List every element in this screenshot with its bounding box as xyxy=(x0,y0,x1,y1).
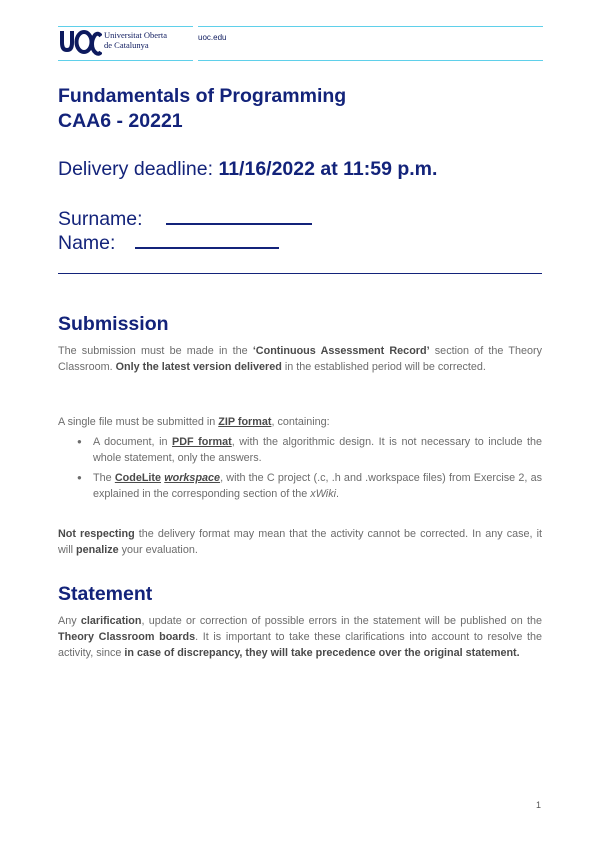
statement-paragraph: Any clarification, update or correction of possible errors in the statement will be published on the Theory Classroom boards. It is important to take these clarifications into account to resolve the activity, since in case of discrepancy, they will take precedence over the original statement. xyxy=(58,615,543,659)
deadline-label: Delivery deadline: xyxy=(58,158,214,180)
header-rule-left-bottom xyxy=(58,60,193,61)
submission-paragraph-3: Not respecting the delivery format may mean that the activity cannot be corrected. In any case, it will penalize your evaluation. xyxy=(58,528,543,556)
list-item: ● The CodeLite workspace, with the C project (.c, .h and .workspace files) from Exercise 2, as explained in the corresponding section of the xWiki. xyxy=(58,470,542,502)
submission-paragraph-1: The submission must be made in the ‘Continuous Assessment Record’ section of the Theory Classroom. Only the latest version delivered in the established period will be corrected. xyxy=(58,345,543,373)
name-blank[interactable] xyxy=(135,229,279,249)
deadline-value: 11/16/2022 at 11:59 p.m. xyxy=(218,158,438,180)
course-title: Fundamentals of Programming xyxy=(58,85,347,107)
submission-list xyxy=(58,434,542,506)
statement-heading: Statement xyxy=(58,583,153,605)
uoc-logo-icon xyxy=(58,28,102,58)
submission-paragraph-2: A single file must be submitted in ZIP format, containing: xyxy=(58,416,330,428)
name-field xyxy=(58,229,279,255)
delivery-deadline xyxy=(58,158,437,181)
header-rule-right-top xyxy=(198,26,543,27)
activity-code: CAA6 - 20221 xyxy=(58,110,183,132)
submission-heading: Submission xyxy=(58,313,169,335)
divider xyxy=(58,273,542,274)
header-rule-left-top xyxy=(58,26,193,27)
codelite-link[interactable]: CodeLite xyxy=(114,472,162,484)
website-link[interactable]: uoc.edu xyxy=(198,33,227,42)
document-title xyxy=(58,84,346,134)
page-header xyxy=(58,26,543,62)
page-number: 1 xyxy=(536,800,542,810)
zip-format-link[interactable]: ZIP format xyxy=(218,416,272,428)
list-item: ● A document, in PDF format, with the algorithmic design. It is not necessary to include the whole statement, only the answers. xyxy=(58,434,542,466)
surname-label: Surname: xyxy=(58,208,143,230)
header-rule-right-bottom xyxy=(198,60,543,61)
pdf-format-link[interactable]: PDF format xyxy=(172,436,232,448)
university-name: Universitat Oberta de Catalunya xyxy=(104,30,168,50)
workspace-link[interactable]: workspace xyxy=(164,472,221,484)
surname-blank[interactable] xyxy=(166,205,312,225)
name-label: Name: xyxy=(58,232,116,254)
surname-field xyxy=(58,205,312,231)
